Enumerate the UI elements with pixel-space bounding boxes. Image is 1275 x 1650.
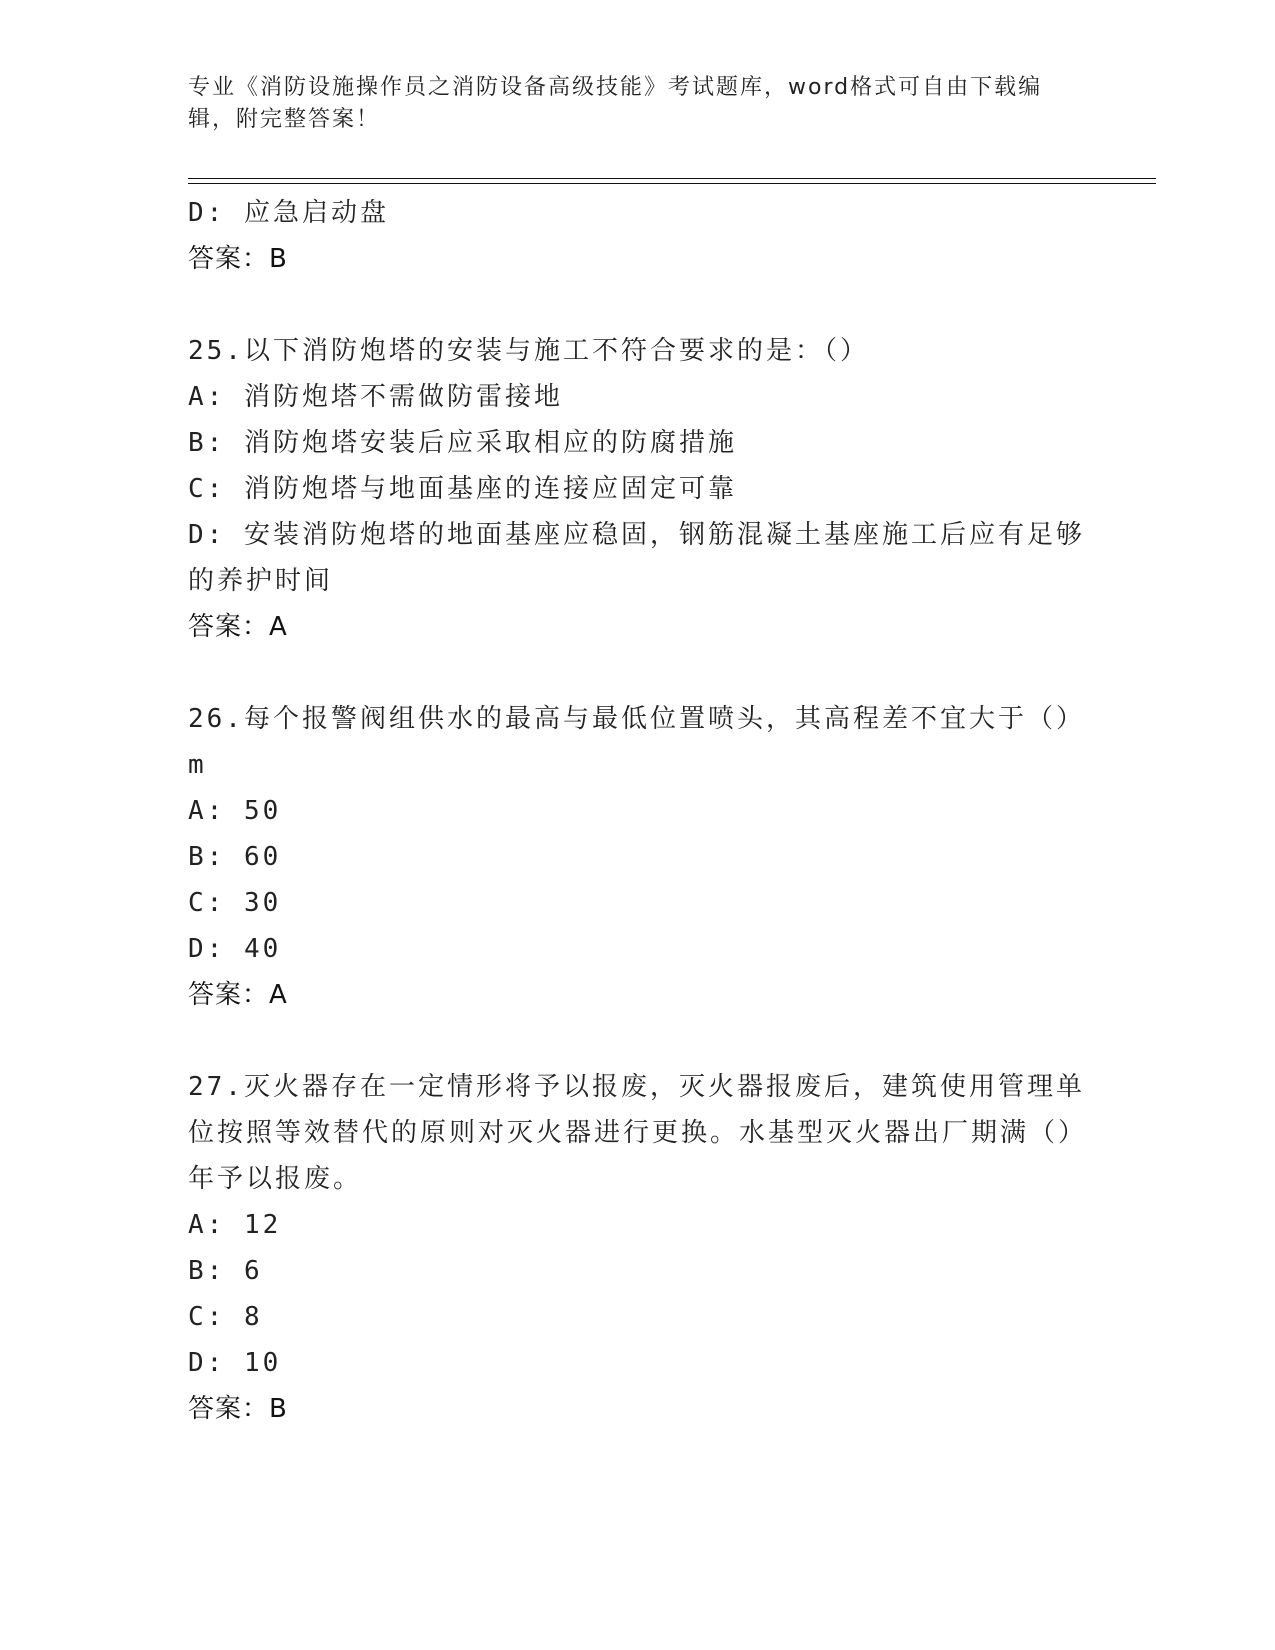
answer-line: 答案：A xyxy=(188,612,288,642)
header-divider-top xyxy=(188,178,1156,179)
option-b: B: 6 xyxy=(188,1256,263,1286)
question-text: 27.灭火器存在一定情形将予以报废，灭火器报废后，建筑使用管理单位按照等效替代的原则对灭火器进行更换。水基型灭火器出厂期满（）年予以报废。 xyxy=(188,1072,1088,1194)
question-item xyxy=(188,328,1088,650)
option-b: B: 60 xyxy=(188,842,282,872)
question-list xyxy=(188,190,1088,1432)
option-c: C: 8 xyxy=(188,1302,263,1332)
option-b: B: 消防炮塔安装后应采取相应的防腐措施 xyxy=(188,428,737,458)
option-a: A: 消防炮塔不需做防雷接地 xyxy=(188,382,563,412)
answer-line: 答案：B xyxy=(188,244,288,274)
question-text: 26.每个报警阀组供水的最高与最低位置喷头，其高程差不宜大于（）m xyxy=(188,704,1085,780)
spacer xyxy=(188,650,1088,696)
option-c: C: 消防炮塔与地面基座的连接应固定可靠 xyxy=(188,474,737,504)
answer-line: 答案：B xyxy=(188,1394,288,1424)
answer-line: 答案：A xyxy=(188,980,288,1010)
option-a: A: 50 xyxy=(188,796,282,826)
page-header: 专业《消防设施操作员之消防设备高级技能》考试题库，word格式可自由下载编辑，附完整答案！ xyxy=(188,75,1043,132)
question-text: 25.以下消防炮塔的安装与施工不符合要求的是：（） xyxy=(188,336,869,366)
spacer xyxy=(188,1018,1088,1064)
option-d: D: 安装消防炮塔的地面基座应稳固，钢筋混凝土基座施工后应有足够的养护时间 xyxy=(188,520,1085,596)
option-d: D: 40 xyxy=(188,934,282,964)
question-item xyxy=(188,696,1088,1018)
option-d: D: 应急启动盘 xyxy=(188,198,389,228)
option-a: A: 12 xyxy=(188,1210,282,1240)
option-c: C: 30 xyxy=(188,888,282,918)
spacer xyxy=(188,282,1088,328)
option-d: D: 10 xyxy=(188,1348,282,1378)
question-item xyxy=(188,1064,1088,1432)
header-divider-bottom xyxy=(188,183,1156,184)
